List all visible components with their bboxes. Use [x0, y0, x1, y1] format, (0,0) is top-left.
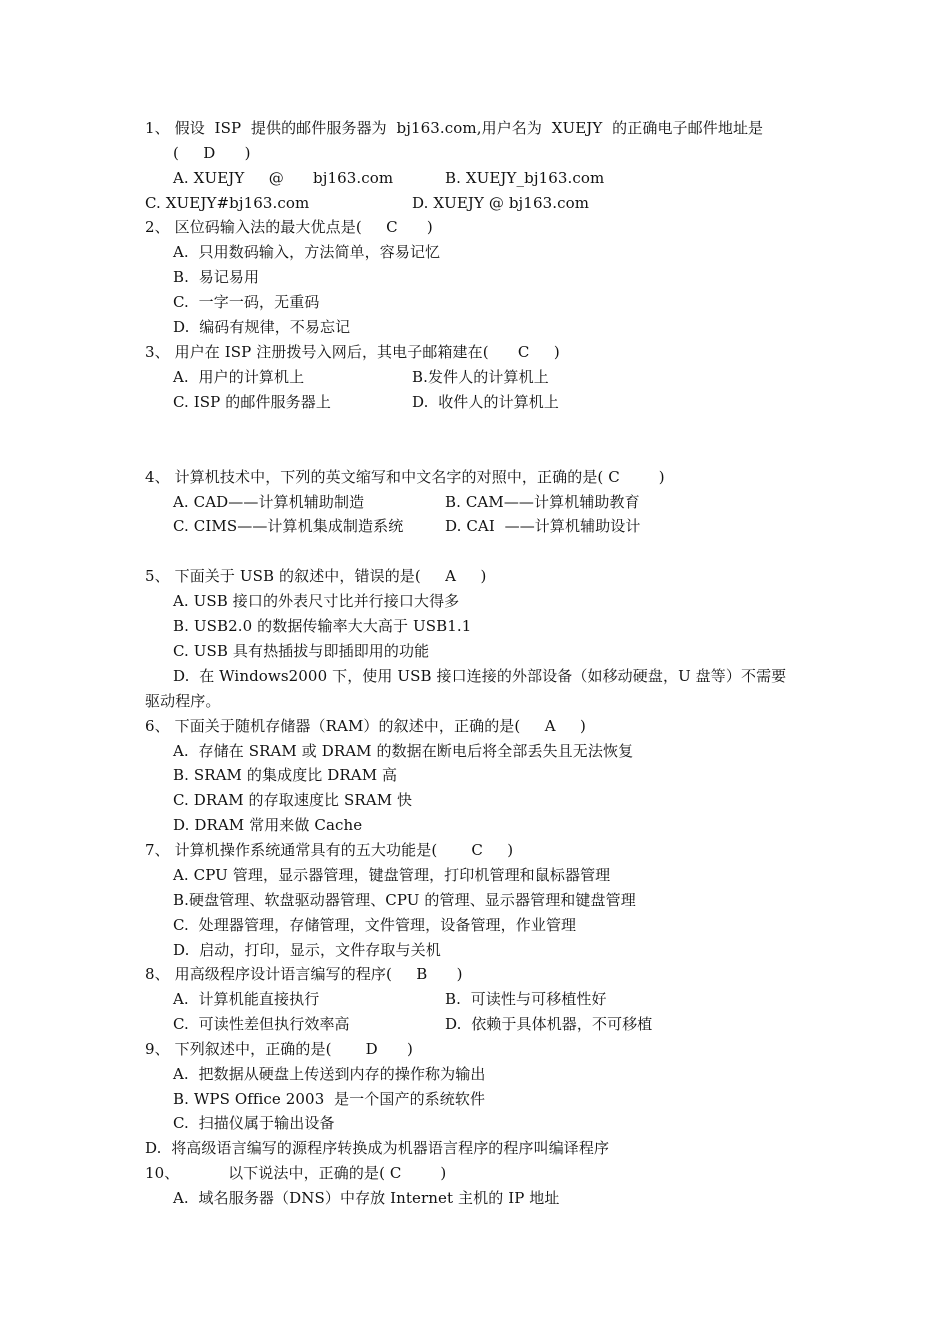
question-3-option-b: B.发件人的计算机上: [412, 368, 549, 386]
question-4-stem: 4、 计算机技术中，下列的英文缩写和中文名字的对照中，正确的是( C ): [145, 468, 665, 486]
question-10-stem: 10、 以下说法中，正确的是( C ): [145, 1164, 447, 1182]
question-6-stem: 6、 下面关于随机存储器（RAM）的叙述中，正确的是( A ): [145, 717, 586, 735]
question-5-option-d-continued: 驱动程序。: [145, 692, 221, 710]
question-1-stem: 1、 假设 ISP 提供的邮件服务器为 bj163.com,用户名为 XUEJY 的正确电子邮件地址是: [145, 119, 764, 137]
question-5-option-b: B. USB2.0 的数据传输率大大高于 USB1.1: [173, 617, 472, 635]
question-3-option-c: C. ISP 的邮件服务器上: [173, 393, 331, 411]
question-9-option-c: C. 扫描仪属于输出设备: [173, 1114, 335, 1132]
question-5-stem: 5、 下面关于 USB 的叙述中，错误的是( A ): [145, 567, 487, 585]
question-1-option-a: A. XUEJY @ bj163.com: [173, 169, 394, 187]
question-8-option-d: D. 依赖于具体机器，不可移植: [445, 1015, 653, 1033]
question-7-option-b: B.硬盘管理、软盘驱动器管理、CPU 的管理、显示器管理和键盘管理: [173, 891, 636, 909]
question-3-option-d: D. 收件人的计算机上: [412, 393, 559, 411]
question-1-option-c: C. XUEJY#bj163.com: [145, 194, 310, 212]
question-9-option-b: B. WPS Office 2003 是一个国产的系统软件: [173, 1090, 486, 1108]
question-3-stem: 3、 用户在 ISP 注册拨号入网后，其电子邮箱建在( C ): [145, 343, 560, 361]
question-4-option-d: D. CAI ——计算机辅助设计: [445, 517, 641, 535]
question-5-option-d: D. 在 Windows2000 下，使用 USB 接口连接的外部设备（如移动硬盘，U 盘等）不需要: [173, 667, 787, 685]
question-1-option-b: B. XUEJY_bj163.com: [445, 169, 605, 187]
question-7-stem: 7、 计算机操作系统通常具有的五大功能是( C ): [145, 841, 514, 859]
question-6-option-a: A. 存储在 SRAM 或 DRAM 的数据在断电后将全部丢失且无法恢复: [173, 742, 634, 760]
question-4-option-b: B. CAM——计算机辅助教育: [445, 493, 640, 511]
question-5-option-c: C. USB 具有热插拔与即插即用的功能: [173, 642, 430, 660]
question-9-option-d: D. 将高级语言编写的源程序转换成为机器语言程序的程序叫编译程序: [145, 1139, 610, 1157]
question-3-option-a: A. 用户的计算机上: [173, 368, 305, 386]
question-1-option-d: D. XUEJY @ bj163.com: [412, 194, 590, 212]
question-7-option-d: D. 启动，打印，显示，文件存取与关机: [173, 941, 441, 959]
question-4-option-a: A. CAD——计算机辅助制造: [173, 493, 365, 511]
question-8-option-a: A. 计算机能直接执行: [173, 990, 320, 1008]
question-8-option-c: C. 可读性差但执行效率高: [173, 1015, 350, 1033]
question-6-option-b: B. SRAM 的集成度比 DRAM 高: [173, 766, 398, 784]
question-9-option-a: A. 把数据从硬盘上传送到内存的操作称为输出: [173, 1065, 486, 1083]
question-1-answer: ( D ): [173, 144, 251, 162]
question-2-option-a: A. 只用数码输入，方法简单，容易记忆: [173, 243, 441, 261]
question-6-option-c: C. DRAM 的存取速度比 SRAM 快: [173, 791, 413, 809]
question-2-option-c: C. 一字一码，无重码: [173, 293, 320, 311]
question-7-option-a: A. CPU 管理，显示器管理，键盘管理，打印机管理和鼠标器管理: [173, 866, 611, 884]
question-9-stem: 9、 下列叙述中，正确的是( D ): [145, 1040, 413, 1058]
question-7-option-c: C. 处理器管理，存储管理，文件管理，设备管理，作业管理: [173, 916, 577, 934]
question-5-option-a: A. USB 接口的外表尺寸比并行接口大得多: [173, 592, 460, 610]
question-2-option-b: B. 易记易用: [173, 268, 260, 286]
question-8-option-b: B. 可读性与可移植性好: [445, 990, 607, 1008]
question-10-option-a: A. 域名服务器（DNS）中存放 Internet 主机的 IP 地址: [173, 1189, 560, 1207]
question-4-option-c: C. CIMS——计算机集成制造系统: [173, 517, 404, 535]
question-2-stem: 2、 区位码输入法的最大优点是( C ): [145, 218, 433, 236]
question-2-option-d: D. 编码有规律，不易忘记: [173, 318, 351, 336]
question-6-option-d: D. DRAM 常用来做 Cache: [173, 816, 363, 834]
question-8-stem: 8、 用高级程序设计语言编写的程序( B ): [145, 965, 463, 983]
